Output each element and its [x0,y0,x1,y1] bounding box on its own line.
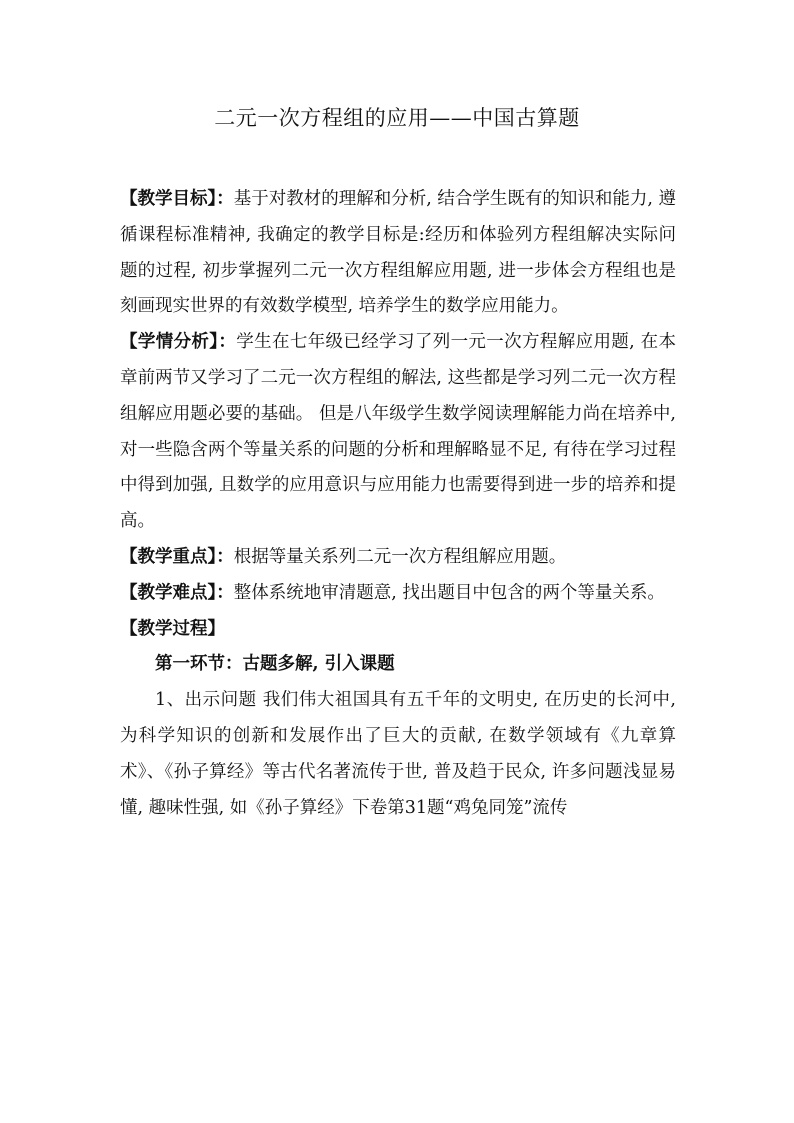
objectives-paragraph [120,182,676,325]
key-points-text: 根据等量关系列二元一次方程组解应用题。 [233,546,567,567]
key-points-paragraph [120,540,676,576]
difficulties-colon: ： [216,582,234,603]
objectives-text: 基于对教材的理解和分析, 结合学生既有的知识和能力, 遵循课程标准精神, 我确定的教学目标是:经历和体验列方程组解决实际问题的过程, 初步掌握列二元一次方程组解应用题, 进一步体会方程组也是刻画现实世界的有效数学模型, 培养学生的数学应用能力。 [120,189,676,317]
objectives-colon: ： [216,189,234,209]
key-points-label: 【教学重点】 [120,546,217,567]
process-heading: 【教学过程】 [120,618,225,639]
difficulties-label: 【教学难点】 [120,582,217,603]
document-body [120,182,676,826]
paragraph-1: 1、出示问题 我们伟大祖国具有五千年的文明史, 在历史的长河中, 为科学知识的创新和发展作出了巨大的贡献, 在数学领域有《九章算术》、《孙子算经》等古代名著流传于世, 普及趋于民众, 许多问题浅显易懂, 趣味性强, 如《孙子算经》下卷第31题“鸡兔同笼”流传 [120,690,676,818]
analysis-text: 学生在七年级已经学习了列一元一次方程解应用题, 在本章前两节又学习了二元一次方程组的解法, 这些都是学习列二元一次方程组解应用题必要的基础。 但是八年级学生数学阅读理解能力尚在培养中, 对一些隐含两个等量关系的问题的分析和理解略显不足, 有待在学习过程中得到加强, 且数学的应用意识与应用能力也需要得到进一步的培养和提高。 [120,332,677,532]
difficulties-text: 整体系统地审清题意, 找出题目中包含的两个等量关系。 [233,582,665,603]
analysis-paragraph [120,325,676,540]
step1-heading: 第一环节：古题多解, 引入课题 [155,654,395,675]
document-title: 二元一次方程组的应用——中国古算题 [214,106,580,130]
analysis-colon: ： [218,332,237,353]
difficulties-paragraph [120,576,676,612]
analysis-label: 【学情分析】 [120,332,219,353]
objectives-label: 【教学目标】 [120,189,217,209]
key-points-colon: ： [216,546,234,567]
